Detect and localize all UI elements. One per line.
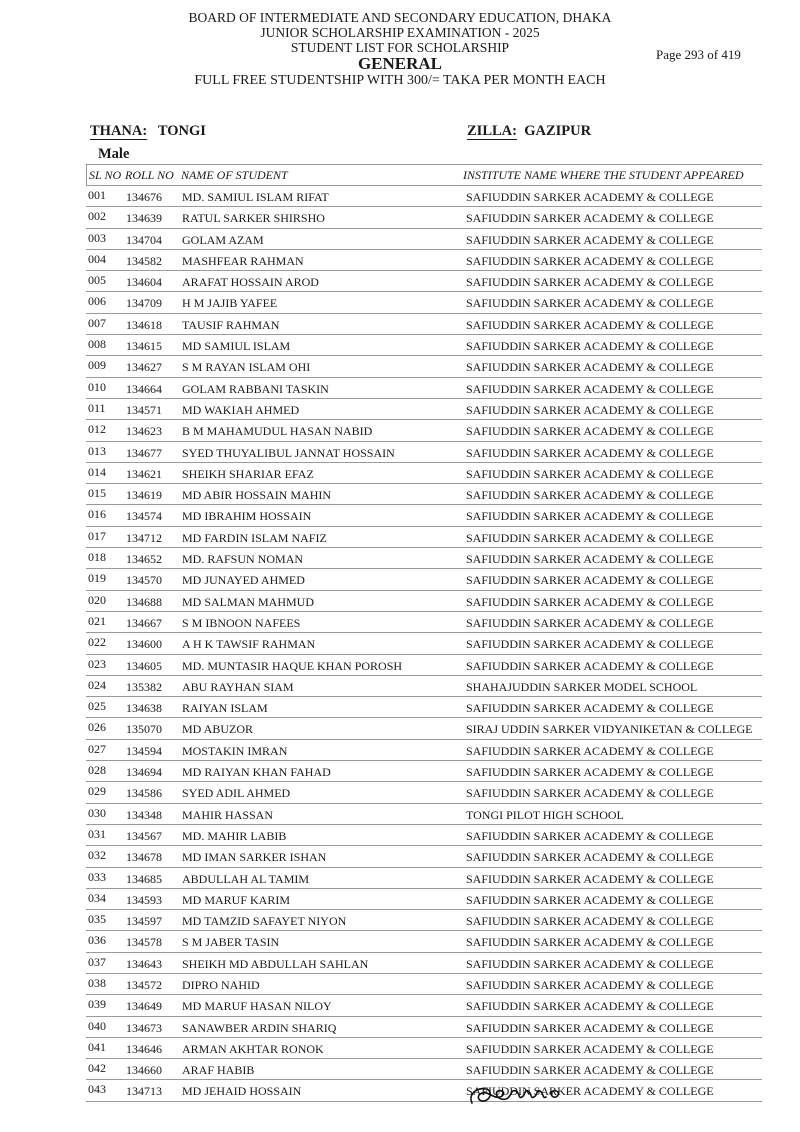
student-name: MD RAIYAN KHAN FAHAD bbox=[182, 765, 331, 780]
roll-no: 134677 bbox=[126, 445, 162, 460]
sl-no: 017 bbox=[88, 528, 106, 543]
institute-name: SAFIUDDIN SARKER ACADEMY & COLLEGE bbox=[466, 935, 714, 950]
sl-no: 018 bbox=[88, 550, 106, 565]
institute-name: SAFIUDDIN SARKER ACADEMY & COLLEGE bbox=[466, 765, 714, 780]
student-name: MD ABIR HOSSAIN MAHIN bbox=[182, 488, 332, 503]
table-body bbox=[86, 186, 762, 1102]
table-row bbox=[86, 889, 762, 910]
institute-name: SAFIUDDIN SARKER ACADEMY & COLLEGE bbox=[466, 786, 714, 801]
institute-name: SAFIUDDIN SARKER ACADEMY & COLLEGE bbox=[466, 956, 714, 971]
sl-no: 036 bbox=[88, 933, 106, 948]
student-name: A H K TAWSIF RAHMAN bbox=[182, 637, 316, 652]
list-title: STUDENT LIST FOR SCHOLARSHIP bbox=[290, 40, 510, 55]
roll-no: 134667 bbox=[126, 615, 162, 630]
table-row bbox=[86, 569, 762, 590]
institute-name: SAFIUDDIN SARKER ACADEMY & COLLEGE bbox=[466, 253, 714, 268]
roll-no: 134694 bbox=[126, 765, 162, 780]
institute-name: SAFIUDDIN SARKER ACADEMY & COLLEGE bbox=[466, 296, 714, 311]
roll-no: 134704 bbox=[126, 232, 162, 247]
roll-no: 134709 bbox=[126, 296, 162, 311]
table-row bbox=[86, 953, 762, 974]
student-name: ABDULLAH AL TAMIM bbox=[182, 871, 310, 886]
table-row bbox=[86, 1080, 762, 1101]
roll-no: 134712 bbox=[126, 530, 162, 545]
table-row bbox=[86, 846, 762, 867]
page-number: Page 293 of 419 bbox=[656, 47, 741, 62]
table-row bbox=[86, 378, 762, 399]
institute-name: SAFIUDDIN SARKER ACADEMY & COLLEGE bbox=[466, 339, 714, 354]
institute-name: SAFIUDDIN SARKER ACADEMY & COLLEGE bbox=[466, 317, 714, 332]
institute-name: TONGI PILOT HIGH SCHOOL bbox=[466, 807, 624, 822]
institute-name: SAFIUDDIN SARKER ACADEMY & COLLEGE bbox=[466, 573, 714, 588]
zilla-value: GAZIPUR bbox=[524, 123, 592, 139]
roll-no: 134623 bbox=[126, 424, 162, 439]
institute-name: SIRAJ UDDIN SARKER VIDYANIKETAN & COLLEGE bbox=[466, 722, 753, 737]
institute-name: SAFIUDDIN SARKER ACADEMY & COLLEGE bbox=[466, 999, 714, 1014]
table-row bbox=[86, 271, 762, 292]
table-row bbox=[86, 420, 762, 441]
institute-name: SAFIUDDIN SARKER ACADEMY & COLLEGE bbox=[466, 1041, 714, 1056]
sl-no: 037 bbox=[88, 954, 106, 969]
table-row bbox=[86, 548, 762, 569]
sl-no: 004 bbox=[88, 251, 106, 266]
thana-label: THANA: bbox=[90, 123, 148, 139]
roll-no: 134619 bbox=[126, 488, 162, 503]
student-name: MD ABUZOR bbox=[182, 722, 254, 737]
table-row bbox=[86, 697, 762, 718]
sl-no: 007 bbox=[88, 315, 106, 330]
roll-no: 134594 bbox=[126, 743, 162, 758]
student-name: MD MARUF HASAN NILOY bbox=[182, 999, 332, 1014]
institute-name: SAFIUDDIN SARKER ACADEMY & COLLEGE bbox=[466, 1020, 714, 1035]
sl-no: 024 bbox=[88, 677, 106, 692]
student-name: MD. RAFSUN NOMAN bbox=[182, 552, 304, 567]
sl-no: 001 bbox=[88, 188, 106, 202]
institute-name: SAFIUDDIN SARKER ACADEMY & COLLEGE bbox=[466, 658, 714, 673]
student-name: GOLAM RABBANI TASKIN bbox=[182, 381, 329, 396]
sl-no: 008 bbox=[88, 337, 106, 352]
institute-name: SAFIUDDIN SARKER ACADEMY & COLLEGE bbox=[466, 701, 714, 716]
category-title: GENERAL bbox=[357, 54, 443, 73]
table-row bbox=[86, 229, 762, 250]
roll-no: 134688 bbox=[126, 594, 162, 609]
table-row bbox=[86, 782, 762, 803]
sl-no: 002 bbox=[88, 209, 106, 224]
table-row bbox=[86, 612, 762, 633]
roll-no: 134664 bbox=[126, 381, 162, 396]
institute-name: SAFIUDDIN SARKER ACADEMY & COLLEGE bbox=[466, 850, 714, 865]
sl-no: 015 bbox=[88, 486, 106, 501]
roll-no: 134685 bbox=[126, 871, 162, 886]
table-row bbox=[86, 314, 762, 335]
student-name: RAIYAN ISLAM bbox=[182, 701, 268, 716]
student-name: SHEIKH SHARIAR EFAZ bbox=[182, 466, 314, 481]
roll-no: 134586 bbox=[126, 786, 162, 801]
sl-no: 031 bbox=[88, 826, 106, 841]
table-row bbox=[86, 335, 762, 356]
table-row bbox=[86, 910, 762, 931]
student-name: SANAWBER ARDIN SHARIQ bbox=[182, 1020, 337, 1035]
table-row bbox=[86, 761, 762, 782]
student-name: MD JUNAYED AHMED bbox=[182, 573, 305, 588]
roll-no: 134652 bbox=[126, 552, 162, 567]
table-row bbox=[86, 527, 762, 548]
table-row bbox=[86, 591, 762, 612]
roll-no: 134627 bbox=[126, 360, 162, 375]
institute-name: SAFIUDDIN SARKER ACADEMY & COLLEGE bbox=[466, 743, 714, 758]
roll-no: 134618 bbox=[126, 317, 162, 332]
student-name: MD. SAMIUL ISLAM RIFAT bbox=[182, 190, 329, 204]
sl-no: 038 bbox=[88, 975, 106, 990]
roll-no: 134676 bbox=[126, 190, 162, 204]
sl-no: 043 bbox=[88, 1082, 106, 1097]
sl-no: 041 bbox=[88, 1039, 106, 1054]
student-name: MD JEHAID HOSSAIN bbox=[182, 1084, 302, 1099]
table-row bbox=[86, 868, 762, 889]
sl-no: 034 bbox=[88, 890, 106, 905]
roll-no: 134593 bbox=[126, 892, 162, 907]
student-name: MD IMAN SARKER ISHAN bbox=[182, 850, 327, 865]
sl-no: 025 bbox=[88, 699, 106, 714]
sl-no: 009 bbox=[88, 358, 106, 373]
student-name: GOLAM AZAM bbox=[182, 232, 264, 247]
roll-no: 134615 bbox=[126, 339, 162, 354]
student-name: ARAF HABIB bbox=[182, 1063, 255, 1078]
sl-no: 039 bbox=[88, 997, 106, 1012]
table-row bbox=[86, 655, 762, 676]
table-row bbox=[86, 356, 762, 377]
table-row bbox=[86, 250, 762, 271]
roll-no: 134713 bbox=[126, 1084, 162, 1099]
sl-no: 021 bbox=[88, 613, 106, 628]
table-row bbox=[86, 995, 762, 1016]
student-name: B M MAHAMUDUL HASAN NABID bbox=[182, 424, 373, 439]
zilla-label: ZILLA: bbox=[467, 123, 517, 139]
board-title: BOARD OF INTERMEDIATE AND SECONDARY EDUCATION, DHAKA bbox=[188, 10, 612, 25]
roll-no: 134673 bbox=[126, 1020, 162, 1035]
table-row bbox=[86, 1017, 762, 1038]
student-name: MASHFEAR RAHMAN bbox=[182, 253, 304, 268]
sl-no: 028 bbox=[88, 763, 106, 778]
roll-no: 134639 bbox=[126, 211, 162, 226]
roll-no: 134646 bbox=[126, 1041, 162, 1056]
institute-name: SAFIUDDIN SARKER ACADEMY & COLLEGE bbox=[466, 488, 714, 503]
institute-name: SAFIUDDIN SARKER ACADEMY & COLLEGE bbox=[466, 445, 714, 460]
table-row bbox=[86, 633, 762, 654]
institute-name: SAFIUDDIN SARKER ACADEMY & COLLEGE bbox=[466, 1063, 714, 1078]
roll-no: 134605 bbox=[126, 658, 162, 673]
sl-no: 005 bbox=[88, 273, 106, 288]
student-name: SYED THUYALIBUL JANNAT HOSSAIN bbox=[182, 445, 395, 460]
table-row bbox=[86, 931, 762, 952]
sl-no: 027 bbox=[88, 741, 106, 756]
student-name: MD TAMZID SAFAYET NIYON bbox=[182, 914, 347, 929]
roll-no: 134649 bbox=[126, 999, 162, 1014]
institute-name: SAFIUDDIN SARKER ACADEMY & COLLEGE bbox=[466, 871, 714, 886]
roll-no: 134638 bbox=[126, 701, 162, 716]
student-name: S M IBNOON NAFEES bbox=[182, 615, 301, 630]
institute-name: SAFIUDDIN SARKER ACADEMY & COLLEGE bbox=[466, 190, 714, 204]
student-name: TAUSIF RAHMAN bbox=[182, 317, 280, 332]
institute-name: SAFIUDDIN SARKER ACADEMY & COLLEGE bbox=[466, 232, 714, 247]
student-name: RATUL SARKER SHIRSHO bbox=[182, 211, 325, 226]
table-row bbox=[86, 1038, 762, 1059]
column-header-roll: ROLL NO bbox=[125, 168, 174, 182]
student-name: SHEIKH MD ABDULLAH SAHLAN bbox=[182, 956, 369, 971]
institute-name: SAFIUDDIN SARKER ACADEMY & COLLEGE bbox=[466, 828, 714, 843]
institute-name: SAFIUDDIN SARKER ACADEMY & COLLEGE bbox=[466, 637, 714, 652]
table-row bbox=[86, 442, 762, 463]
roll-no: 134348 bbox=[126, 807, 162, 822]
sl-no: 006 bbox=[88, 294, 106, 309]
roll-no: 134678 bbox=[126, 850, 162, 865]
roll-no: 134600 bbox=[126, 637, 162, 652]
institute-name: SAFIUDDIN SARKER ACADEMY & COLLEGE bbox=[466, 211, 714, 226]
scholarship-subtitle: FULL FREE STUDENTSHIP WITH 300/= TAKA PER MONTH EACH bbox=[194, 73, 606, 88]
roll-no: 134572 bbox=[126, 977, 162, 992]
institute-name: SAFIUDDIN SARKER ACADEMY & COLLEGE bbox=[466, 509, 714, 524]
roll-no: 134604 bbox=[126, 275, 162, 290]
sl-no: 012 bbox=[88, 422, 106, 437]
student-name: S M JABER TASIN bbox=[182, 935, 280, 950]
zilla-field bbox=[467, 123, 591, 140]
sl-no: 014 bbox=[88, 464, 106, 479]
institute-name: SAFIUDDIN SARKER ACADEMY & COLLEGE bbox=[466, 466, 714, 481]
sl-no: 026 bbox=[88, 720, 106, 735]
table-row bbox=[86, 676, 762, 697]
sl-no: 040 bbox=[88, 1018, 106, 1033]
student-name: SYED ADIL AHMED bbox=[182, 786, 291, 801]
institute-name: SAFIUDDIN SARKER ACADEMY & COLLEGE bbox=[466, 424, 714, 439]
student-name: H M JAJIB YAFEE bbox=[182, 296, 278, 311]
roll-no: 134571 bbox=[126, 402, 162, 417]
sl-no: 035 bbox=[88, 912, 106, 927]
student-name: ARMAN AKHTAR RONOK bbox=[182, 1041, 324, 1056]
gender-heading: Male bbox=[98, 146, 130, 162]
student-name: ARAFAT HOSSAIN AROD bbox=[182, 275, 319, 290]
student-name: DIPRO NAHID bbox=[182, 977, 260, 992]
roll-no: 134567 bbox=[126, 828, 162, 843]
table-row bbox=[86, 207, 762, 228]
institute-name: SAFIUDDIN SARKER ACADEMY & COLLEGE bbox=[466, 381, 714, 396]
institute-name: SHAHAJUDDIN SARKER MODEL SCHOOL bbox=[466, 679, 698, 694]
institute-name: SAFIUDDIN SARKER ACADEMY & COLLEGE bbox=[466, 275, 714, 290]
table-header bbox=[86, 164, 762, 186]
sl-no: 023 bbox=[88, 656, 106, 671]
roll-no: 134578 bbox=[126, 935, 162, 950]
table-row bbox=[86, 1059, 762, 1080]
thana-value: TONGI bbox=[157, 123, 206, 139]
student-name: MD IBRAHIM HOSSAIN bbox=[182, 509, 312, 524]
table-row bbox=[86, 505, 762, 526]
student-table bbox=[86, 164, 762, 1102]
sl-no: 032 bbox=[88, 848, 106, 863]
sl-no: 013 bbox=[88, 443, 106, 458]
student-name: S M RAYAN ISLAM OHI bbox=[182, 360, 311, 375]
institute-name: SAFIUDDIN SARKER ACADEMY & COLLEGE bbox=[466, 530, 714, 545]
exam-title: JUNIOR SCHOLARSHIP EXAMINATION - 2025 bbox=[260, 25, 540, 40]
sl-no: 011 bbox=[88, 400, 106, 415]
table-row bbox=[86, 186, 762, 207]
thana-field bbox=[90, 123, 206, 140]
column-header-sl: SL NO bbox=[89, 168, 122, 182]
table-row bbox=[86, 399, 762, 420]
roll-no: 134582 bbox=[126, 253, 162, 268]
table-row bbox=[86, 463, 762, 484]
column-header-name: NAME OF STUDENT bbox=[181, 168, 288, 182]
roll-no: 134660 bbox=[126, 1063, 162, 1078]
institute-name: SAFIUDDIN SARKER ACADEMY & COLLEGE bbox=[466, 977, 714, 992]
roll-no: 134643 bbox=[126, 956, 162, 971]
sl-no: 003 bbox=[88, 230, 106, 245]
sl-no: 022 bbox=[88, 635, 106, 650]
institute-name: SAFIUDDIN SARKER ACADEMY & COLLEGE bbox=[466, 892, 714, 907]
student-name: MD FARDIN ISLAM NAFIZ bbox=[182, 530, 327, 545]
table-row bbox=[86, 804, 762, 825]
table-row bbox=[86, 974, 762, 995]
sl-no: 019 bbox=[88, 571, 106, 586]
sl-no: 020 bbox=[88, 592, 106, 607]
table-row bbox=[86, 718, 762, 739]
student-name: MD. MAHIR LABIB bbox=[182, 828, 287, 843]
institute-name: SAFIUDDIN SARKER ACADEMY & COLLEGE bbox=[466, 615, 714, 630]
table-row bbox=[86, 740, 762, 761]
roll-no: 134597 bbox=[126, 914, 162, 929]
student-name: MOSTAKIN IMRAN bbox=[182, 743, 288, 758]
table-row bbox=[86, 825, 762, 846]
roll-no: 135382 bbox=[126, 679, 162, 694]
student-name: MD SAMIUL ISLAM bbox=[182, 339, 291, 354]
signature bbox=[462, 1075, 572, 1115]
institute-name: SAFIUDDIN SARKER ACADEMY & COLLEGE bbox=[466, 360, 714, 375]
roll-no: 134621 bbox=[126, 466, 162, 481]
column-header-institute: INSTITUTE NAME WHERE THE STUDENT APPEARED bbox=[463, 168, 744, 182]
institute-name: SAFIUDDIN SARKER ACADEMY & COLLEGE bbox=[466, 402, 714, 417]
sl-no: 016 bbox=[88, 507, 106, 522]
sl-no: 029 bbox=[88, 784, 106, 799]
student-name: MAHIR HASSAN bbox=[182, 807, 274, 822]
roll-no: 135070 bbox=[126, 722, 162, 737]
institute-name: SAFIUDDIN SARKER ACADEMY & COLLEGE bbox=[466, 552, 714, 567]
student-name: ABU RAYHAN SIAM bbox=[182, 679, 294, 694]
student-name: MD SALMAN MAHMUD bbox=[182, 594, 315, 609]
table-row bbox=[86, 484, 762, 505]
table-row bbox=[86, 292, 762, 313]
institute-name: SAFIUDDIN SARKER ACADEMY & COLLEGE bbox=[466, 914, 714, 929]
sl-no: 042 bbox=[88, 1061, 106, 1076]
sl-no: 010 bbox=[88, 379, 106, 394]
roll-no: 134574 bbox=[126, 509, 162, 524]
roll-no: 134570 bbox=[126, 573, 162, 588]
sl-no: 033 bbox=[88, 869, 106, 884]
student-name: MD WAKIAH AHMED bbox=[182, 402, 300, 417]
sl-no: 030 bbox=[88, 805, 106, 820]
student-name: MD. MUNTASIR HAQUE KHAN POROSH bbox=[182, 658, 403, 673]
institute-name: SAFIUDDIN SARKER ACADEMY & COLLEGE bbox=[466, 594, 714, 609]
institute-name: SAFIUDDIN SARKER ACADEMY & COLLEGE bbox=[466, 1084, 714, 1099]
student-name: MD MARUF KARIM bbox=[182, 892, 291, 907]
